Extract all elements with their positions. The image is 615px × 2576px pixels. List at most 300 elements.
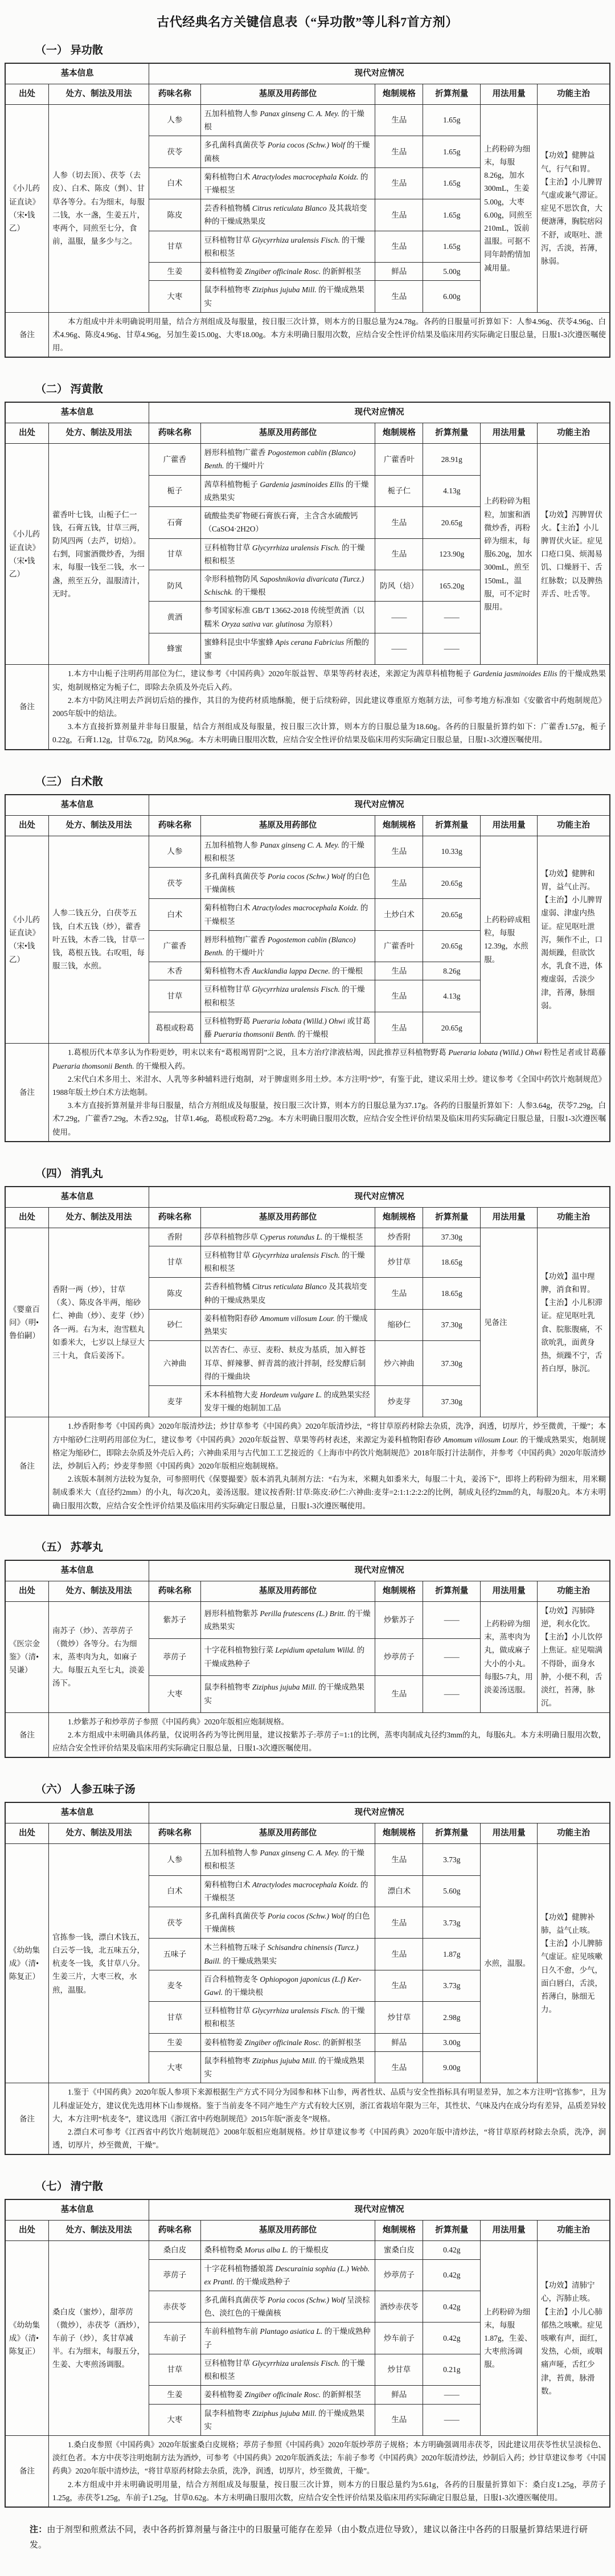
- formula-table: [5, 794, 610, 1142]
- group-header-row: [5, 402, 610, 423]
- column-header: 炮制规格: [375, 423, 423, 444]
- column-header: 处方、制法及用法: [48, 1207, 149, 1228]
- remark-cell: [48, 1044, 610, 1142]
- formula-table: [5, 2199, 610, 2508]
- modern-info-header: 现代对应情况: [149, 1560, 610, 1581]
- basic-info-header: 基本信息: [5, 402, 149, 423]
- remark-paragraph: 2.宋代白术多用土、米泔水、人乳等多种辅料进行炮制，对于脾虚则多用土炒。本方注明“炒”，有鉴于此，建议采用土炒。建议参考《全国中药饮片炮制规范》1988年版土炒白术方法炮制。: [52, 1074, 606, 1097]
- herb-dose-cell: 1.65g: [423, 104, 481, 136]
- herb-spec-cell: 生品: [375, 1012, 423, 1043]
- column-header: 炮制规格: [375, 1581, 423, 1601]
- herb-origin-cell: 豆科植物甘草 Glycyrrhiza uralensis Fisch. 的干燥根和根茎: [200, 2354, 375, 2385]
- page-title: 古代经典名方关键信息表（“异功散”等儿科7首方剂）: [157, 15, 458, 29]
- column-header: 出处: [5, 815, 48, 836]
- herb-origin-cell: 木兰科植物五味子 Schisandra chinensis (Turcz.) Baill. 的干燥成熟果实: [200, 1939, 375, 1970]
- source-cell: 《小儿药证直诀》（宋•钱乙）: [5, 836, 48, 1044]
- herb-origin-cell: 十字花科植物播娘蒿 Descurainia sophia (L.) Webb. ex Prantl. 的干燥成熟种子: [200, 2259, 375, 2291]
- column-header: 功能主治: [538, 1207, 610, 1228]
- section-heading: （三） 白术散: [35, 775, 103, 788]
- herb-dose-cell: 3.73g: [423, 1970, 481, 2001]
- herb-dose-cell: 28.91g: [423, 444, 481, 475]
- herb-name-cell: 大枣: [149, 2051, 200, 2083]
- herb-dose-cell: 20.65g: [423, 507, 481, 538]
- herb-origin-cell: 莎草科植物莎草 Cyperus rotundus L. 的干燥根茎: [200, 1228, 375, 1246]
- herb-name-cell: 栀子: [149, 475, 200, 506]
- herb-name-cell: 甘草: [149, 2354, 200, 2385]
- column-header-row: [5, 84, 610, 104]
- herb-dose-cell: ——: [423, 1675, 481, 1712]
- herb-spec-cell: 炒车前子: [375, 2323, 423, 2354]
- herb-dose-cell: 2.98g: [423, 2002, 481, 2033]
- column-header: 基原及用药部位: [200, 423, 375, 444]
- column-header: 折算剂量: [423, 423, 481, 444]
- herb-row: [5, 1228, 610, 1246]
- remark-cell: [48, 665, 610, 750]
- herb-dose-cell: 20.65g: [423, 1012, 481, 1043]
- herb-name-cell: 紫苏子: [149, 1601, 200, 1638]
- remark-label: 备注: [5, 2435, 48, 2507]
- herb-origin-cell: 鼠李科植物枣 Ziziphus jujuba Mill. 的干燥成熟果实: [200, 281, 375, 312]
- herb-origin-cell: 菊科植物木香 Aucklandia lappa Decne. 的干燥根: [200, 962, 375, 980]
- herb-spec-cell: 漂白术: [375, 1875, 423, 1907]
- herb-dose-cell: 8.26g: [423, 962, 481, 980]
- column-header: 药味名称: [149, 2221, 200, 2241]
- herb-spec-cell: 生品: [375, 231, 423, 262]
- modern-info-header: 现代对应情况: [149, 1187, 610, 1207]
- column-header: 药味名称: [149, 1823, 200, 1844]
- herb-origin-cell: 姜科植物姜 Zingiber officinale Rosc. 的新鲜根茎: [200, 263, 375, 281]
- column-header: 用法用量: [481, 84, 538, 104]
- herb-spec-cell: 炒葶苈子: [375, 1638, 423, 1675]
- formula-table: [5, 402, 610, 750]
- column-header: 功能主治: [538, 84, 610, 104]
- column-header: 处方、制法及用法: [48, 1581, 149, 1601]
- column-header: 炮制规格: [375, 1823, 423, 1844]
- column-header: 药味名称: [149, 1581, 200, 1601]
- herb-dose-cell: 5.60g: [423, 1875, 481, 1907]
- herb-spec-cell: 生品: [375, 1939, 423, 1970]
- herb-dose-cell: ——: [423, 633, 481, 664]
- remark-cell: [48, 2083, 610, 2155]
- herb-name-cell: 茯苓: [149, 136, 200, 167]
- remark-label: 备注: [5, 2083, 48, 2155]
- herb-origin-cell: 姜科植物阳春砂 Amomum villosum Lour. 的干燥成熟果实: [200, 1309, 375, 1340]
- herb-name-cell: 甘草: [149, 980, 200, 1012]
- herb-dose-cell: 123.90g: [423, 538, 481, 570]
- herb-dose-cell: ——: [423, 2386, 481, 2404]
- group-header-row: [5, 1802, 610, 1823]
- herb-name-cell: 麦冬: [149, 1970, 200, 2001]
- herb-name-cell: 人参: [149, 104, 200, 136]
- section-heading: （五） 苏葶丸: [35, 1541, 103, 1553]
- formula-table: [5, 1560, 610, 1758]
- column-header: 炮制规格: [375, 84, 423, 104]
- column-header: 用法用量: [481, 1823, 538, 1844]
- herb-spec-cell: 生品: [375, 1907, 423, 1938]
- herb-spec-cell: 炒香附: [375, 1228, 423, 1246]
- column-header: 炮制规格: [375, 2221, 423, 2241]
- remark-paragraph: 2.漂白术可参考《江西省中药饮片炮制规范》2008年版相应炮制规格。炒甘草建议参考《中国药典》2020年版中清炒法，“将甘草原药材除去杂质，洗净，润透，切厚片，炒至微黄，干燥”。: [52, 2128, 606, 2150]
- remark-cell: [48, 1712, 610, 1757]
- herb-name-cell: 葶苈子: [149, 2259, 200, 2291]
- basic-info-header: 基本信息: [5, 1187, 149, 1207]
- herb-dose-cell: 6.00g: [423, 281, 481, 312]
- herb-dose-cell: 0.42g: [423, 2241, 481, 2259]
- herb-name-cell: 大枣: [149, 2404, 200, 2435]
- remark-paragraph: 3.本方直接折算剂量并非每日服量，结合方剂组成及每服量，按日服三次计算，则本方的日服总量为37.17g。各药的日服量折算如下：人参3.64g，茯苓7.29g，白术7.29g，广藿香7.29g，木香2.92g，甘草1.46g，葛根或粉葛7.29g。本方未明确日服用次数，应结合安全性评价结果及临床用药实际确定日服总量，日服1-3次遵医嘱使用。: [52, 1101, 606, 1136]
- herb-origin-cell: 百合科植物麦冬 Ophiopogon japonicus (L.f) Ker-Gawl. 的干燥块根: [200, 1970, 375, 2001]
- group-header-row: [5, 795, 610, 815]
- column-header: 出处: [5, 423, 48, 444]
- herb-spec-cell: 生品: [375, 104, 423, 136]
- modern-info-header: 现代对应情况: [149, 402, 610, 423]
- column-header: 出处: [5, 1581, 48, 1601]
- herb-origin-cell: 姜科植物姜 Zingiber officinale Rosc. 的新鲜根茎: [200, 2033, 375, 2051]
- remark-row: [5, 2435, 610, 2507]
- herb-dose-cell: 1.87g: [423, 1939, 481, 1970]
- herb-name-cell: 车前子: [149, 2323, 200, 2354]
- herb-spec-cell: 生品: [375, 962, 423, 980]
- herb-name-cell: 生姜: [149, 2033, 200, 2051]
- herb-origin-cell: 硫酸盐类矿物硬石膏族石膏，主含含水硫酸钙（CaSO4·2H2O）: [200, 507, 375, 538]
- herb-origin-cell: 以苦杏仁、赤豆、麦粉、麸皮为基质，加入鲜苍耳草、鲜辣蓼、鲜青蒿的液汁拌制，经发酵后制得的干燥曲块: [200, 1341, 375, 1386]
- remark-paragraph: 2.该版本制剂方法较为复杂，可参照明代《保婴撮要》版本消乳丸制剂方法：“右为末，米糊丸如黍米大，每服二十丸，姜汤下”，即将上药粉碎为细末，用米糊制成黍米大（直径约2mm）的小丸，每次20丸，姜汤送服。建议按香附:甘草:陈皮:砂仁:六神曲:麦芽=2:1:1:2:2:2的比例，制成丸径约2mm的丸，每服20丸。本方未明确日服用次数，应结合安全性评价结果及临床用药实际确定日服总量，日服1-3次遵医嘱使用。: [52, 1475, 606, 1510]
- herb-spec-cell: 生品: [375, 199, 423, 231]
- herb-dose-cell: 3.00g: [423, 2033, 481, 2051]
- source-cell: 《幼幼集成》（清•陈复正）: [5, 1844, 48, 2083]
- herb-spec-cell: 生品: [375, 281, 423, 312]
- column-header: 功能主治: [538, 2221, 610, 2241]
- column-header: 处方、制法及用法: [48, 815, 149, 836]
- remark-cell: [48, 1417, 610, 1515]
- herb-name-cell: 白术: [149, 899, 200, 930]
- herb-origin-cell: 禾本科植物大麦 Hordeum vulgare L. 的成熟果实经发芽干燥的炮制加工品: [200, 1385, 375, 1417]
- herb-name-cell: 砂仁: [149, 1309, 200, 1340]
- remark-paragraph: 1.葛根历代本草多认为作粉更妙，明末以来有“葛根竭胃阴”之说，且本方治疗津液枯竭，因此推荐豆科植物野葛 Pueraria lobata (Willd.) Ohwi 粉性足者或甘葛藤 Pueraria thomsonii Benth. 的干燥根入药。: [52, 1048, 606, 1070]
- group-header-row: [5, 63, 610, 84]
- source-cell: 《小儿药证直诀》（宋•钱乙）: [5, 104, 48, 312]
- remark-row: [5, 665, 610, 750]
- column-header: 用法用量: [481, 2221, 538, 2241]
- function-cell: 【功效】健脾益气，行气和胃。【主治】小儿脾胃气虚或兼气滞证。症见不思饮食，大便溏薄，胸脘痞闷不舒，或呕吐、泄泻，舌淡，苔薄，脉弱。: [538, 104, 610, 312]
- herb-dose-cell: 5.00g: [423, 263, 481, 281]
- herb-origin-cell: 菊科植物白术 Atractylodes macrocephala Koidz. 的干燥根茎: [200, 1875, 375, 1907]
- herb-dose-cell: 37.30g: [423, 1309, 481, 1340]
- herb-dose-cell: 10.33g: [423, 836, 481, 867]
- usage-cell: 上药粉碎为细末，蒸枣肉为丸，做成麻子大小的小丸。每服5-7丸，用淡姜汤送服。: [481, 1601, 538, 1712]
- prescription-cell: 南苏子（炒）、苦葶苈子（微炒）各等分。右为细末，蒸枣肉为丸，如麻子大。每服五丸至七丸，淡姜汤下。: [48, 1601, 149, 1712]
- column-header: 用法用量: [481, 1207, 538, 1228]
- herb-origin-cell: 豆科植物甘草 Glycyrrhiza uralensis Fisch. 的干燥根和根茎: [200, 231, 375, 262]
- herb-name-cell: 防风: [149, 570, 200, 602]
- herb-origin-cell: 桑科植物桑 Morus alba L. 的干燥根皮: [200, 2241, 375, 2259]
- herb-origin-cell: 十字花科植物独行菜 Lepidium apetalum Willd. 的干燥成熟种子: [200, 1638, 375, 1675]
- herb-name-cell: 茯苓: [149, 1907, 200, 1938]
- herb-name-cell: 石膏: [149, 507, 200, 538]
- column-header: 折算剂量: [423, 1207, 481, 1228]
- group-header-row: [5, 1560, 610, 1581]
- column-header: 处方、制法及用法: [48, 423, 149, 444]
- column-header: 处方、制法及用法: [48, 2221, 149, 2241]
- herb-name-cell: 广藿香: [149, 444, 200, 475]
- herb-name-cell: 五味子: [149, 1939, 200, 1970]
- column-header: 炮制规格: [375, 1207, 423, 1228]
- herb-name-cell: 甘草: [149, 538, 200, 570]
- herb-spec-cell: 炒甘草: [375, 1246, 423, 1277]
- herb-origin-cell: 豆科植物甘草 Glycyrrhiza uralensis Fisch. 的干燥根和根茎: [200, 2002, 375, 2033]
- herb-dose-cell: ——: [423, 1601, 481, 1638]
- herb-dose-cell: 9.00g: [423, 2051, 481, 2083]
- herb-origin-cell: 姜科植物姜 Zingiber officinale Rosc. 的新鲜根茎: [200, 2386, 375, 2404]
- column-header-row: [5, 815, 610, 836]
- herb-origin-cell: 豆科植物甘草 Glycyrrhiza uralensis Fisch. 的干燥根和根茎: [200, 538, 375, 570]
- column-header: 用法用量: [481, 815, 538, 836]
- remark-paragraph: 1.鉴于《中国药典》2020年版人参项下来源根据生产方式不同分为园参和林下山参，两者性状、品质与安全性指标具有明显差异，加之本方注明“官拣参”，且为儿科虚证处方，建议优先选用林下山参规格。鉴于当前麦冬不同产地生产方式有较大区别，浙江省栽培年限为三年，其性状、气味及内在成分均有差异，品质差异较大，本方注明“杭麦冬”，建议选用《浙江省中药炮制规范》2015年版“浙麦冬”规格。: [52, 2088, 606, 2123]
- herb-dose-cell: 37.30g: [423, 1341, 481, 1386]
- basic-info-header: 基本信息: [5, 1560, 149, 1581]
- herb-spec-cell: 生品: [375, 167, 423, 199]
- column-header: 功能主治: [538, 815, 610, 836]
- herb-spec-cell: 生品: [375, 538, 423, 570]
- herb-name-cell: 大枣: [149, 1675, 200, 1712]
- column-header: 折算剂量: [423, 1823, 481, 1844]
- herb-origin-cell: 菊科植物白术 Atractylodes macrocephala Koidz. 的干燥根茎: [200, 899, 375, 930]
- prescription-cell: 人参二钱五分，白茯苓五钱，白术五钱（炒），藿香叶五钱，木香二钱，甘草一钱，葛根五钱。右㕮咀，每服三钱，水煎。: [48, 836, 149, 1044]
- section-heading: （二） 泻黄散: [35, 383, 103, 396]
- herb-name-cell: 茯苓: [149, 867, 200, 898]
- remark-cell: [48, 312, 610, 357]
- remark-paragraph: 3.本方直接折算剂量并非每日服量，结合方剂组成及每服量，按日服三次计算，则本方的日服总量为18.60g。各药的日服量折算约如下：广藿香1.57g，栀子0.22g，石膏1.12g，甘草6.72g，防风8.96g。本方未明确日服用次数，应结合安全性评价结果及临床用药实际确定日服总量，日服1-3次遵医嘱使用。: [52, 722, 606, 745]
- column-header: 用法用量: [481, 423, 538, 444]
- herb-name-cell: 葛根或粉葛: [149, 1012, 200, 1043]
- herb-spec-cell: 生品: [375, 1970, 423, 2001]
- herb-dose-cell: 18.65g: [423, 1278, 481, 1309]
- remark-label: 备注: [5, 1712, 48, 1757]
- herb-origin-cell: 唇形科植物广藿香 Pogostemon cablin (Blanco) Benth. 的干燥叶片: [200, 444, 375, 475]
- herb-name-cell: 黄酒: [149, 602, 200, 633]
- herb-origin-cell: 伞形科植物防风 Saposhnikovia divaricata (Turcz.) Schischk. 的干燥根: [200, 570, 375, 602]
- remark-paragraph: 1.桑白皮参照《中国药典》2020年版蜜桑白皮规格；葶苈子参照《中国药典》2020年版炒葶苈子规格；本方明确强调用赤茯苓，因此建议用茯苓性状呈淡棕色、淡红色者。本方中茯苓注明炮制方法为酒炒，可参考《中国药典》2020年版酒炙法；车前子参考《中国药典》2020年版清炒法，炒制后入药；炒甘草建议参考《中国药典》2020年版中清炒法，“将甘草原药材除去杂质，洗净，润透，切厚片，炒至微黄，干燥”。: [52, 2440, 606, 2476]
- herb-dose-cell: 165.20g: [423, 570, 481, 602]
- remark-label: 备注: [5, 1417, 48, 1515]
- herb-row: [5, 1601, 610, 1638]
- source-cell: 《小儿药证直诀》（宋•钱乙）: [5, 444, 48, 665]
- column-header-row: [5, 2221, 610, 2241]
- sections-container: [5, 42, 610, 2508]
- function-cell: 【功效】清肺宁心，泻肺止咳。【主治】小儿心肺郁热之咳嗽。症见咳嗽有声，面红，发热，心烦，或咽痛声哑，舌红少津，苔黄，脉滑数。: [538, 2241, 610, 2436]
- usage-cell: 水煎，温服。: [481, 1844, 538, 2083]
- herb-dose-cell: 0.42g: [423, 2323, 481, 2354]
- usage-cell: 上药粉碎为粗粒，加蜜和酒微炒香，再粉碎为细末，每服6.20g，加水300mL，煎至150mL，温服，可不定时服用。: [481, 444, 538, 665]
- herb-row: [5, 836, 610, 867]
- remark-paragraph: 1.本方中山栀子注明药用部位为仁，建议参考《中国药典》2020年版益智、草果等药材表述，来源定为茜草科植物栀子 Gardenia jasminoides Ellis 的干燥成熟果实，炮制规格定为栀子仁，即除去杂质及外壳后入药。: [52, 669, 606, 692]
- herb-dose-cell: 1.65g: [423, 231, 481, 262]
- herb-origin-cell: 茜草科植物栀子 Gardenia jasminoides Ellis 的干燥成熟果实: [200, 475, 375, 506]
- herb-dose-cell: 4.13g: [423, 475, 481, 506]
- function-cell: 【功效】泻脾胃伏火。【主治】小儿脾胃伏火证。症见口疮口臭、烦渴易饥、口燥唇干、舌红脉数；以及脾热弄舌、吐舌等。: [538, 444, 610, 665]
- herb-name-cell: 蜂蜜: [149, 633, 200, 664]
- herb-name-cell: 人参: [149, 836, 200, 867]
- column-header: 折算剂量: [423, 84, 481, 104]
- herb-origin-cell: 芸香科植物橘 Citrus reticulata Blanco 及其栽培变种的干燥成熟果皮: [200, 199, 375, 231]
- herb-origin-cell: 五加科植物人参 Panax ginseng C. A. Mey. 的干燥根: [200, 104, 375, 136]
- herb-spec-cell: 鲜品: [375, 2033, 423, 2051]
- herb-name-cell: 陈皮: [149, 1278, 200, 1309]
- column-header-row: [5, 423, 610, 444]
- basic-info-header: 基本信息: [5, 1802, 149, 1823]
- herb-dose-cell: 20.65g: [423, 899, 481, 930]
- column-header: 处方、制法及用法: [48, 84, 149, 104]
- prescription-cell: 桑白皮（蜜炒），甜葶苈（微炒），赤茯苓（酒炒），车前子（炒），炙甘草减半。右为细末，每服五分，生姜、大枣煎汤调服。: [48, 2241, 149, 2436]
- column-header: 药味名称: [149, 815, 200, 836]
- footnote-text: 由于剂型和煎煮法不同，表中各药折算剂量与备注中的日服量可能存在差异（由小数点进位导致），建议以备注中各药的日服量折算结果进行研发。: [30, 2525, 588, 2550]
- remark-paragraph: 1.炒香附参考《中国药典》2020年版清炒法；炒甘草参考《中国药典》2020年版清炒法，“将甘草原药材除去杂质，洗净，润透，切厚片，炒至微黄，干燥”；本方中缩砂仁注明药用部位为仁，建议参考《中国药典》2020年版益智、草果等药材表述，来源定为姜科植物阳春砂 Amomum villosum Lour. 的干燥成熟果实，炮制规格定为缩砂仁，即除去杂质及外壳后入药；六神曲采用与古代加工工艺接近的《上海市中药饮片炮制规范》2018年版打汁法制作，并参考《中国药典》2020年版清炒法，炒制后入药；炒麦芽参照《中国药典》2020年版相应炮制规格。: [52, 1422, 606, 1471]
- herb-origin-cell: 多孔菌科真菌茯苓 Poria cocos (Schw.) Wolf 的干燥菌核: [200, 136, 375, 167]
- herb-dose-cell: 1.65g: [423, 136, 481, 167]
- herb-spec-cell: 栀子仁: [375, 475, 423, 506]
- herb-row: [5, 1844, 610, 1875]
- column-header: 折算剂量: [423, 815, 481, 836]
- herb-spec-cell: 炒麦芽: [375, 1385, 423, 1417]
- herb-spec-cell: 生品: [375, 836, 423, 867]
- remark-row: [5, 1417, 610, 1515]
- usage-cell: 上药粉碎为细末，每服8.26g，加水300mL，生姜5.00g，大枣6.00g，同煎至210mL，饭前温服。可据不同年龄酌情加减用量。: [481, 104, 538, 312]
- prescription-cell: 香附一两（炒），甘草（炙）、陈皮各半两，缩砂仁、神曲（炒）、麦芽（炒）各一两。右为末，泡雪糕丸如黍米大，七岁以上绿豆大三十丸，食后姜汤下。: [48, 1228, 149, 1417]
- herb-origin-cell: 菊科植物白术 Atractylodes macrocephala Koidz. 的干燥根茎: [200, 167, 375, 199]
- herb-spec-cell: 炒六神曲: [375, 1341, 423, 1386]
- modern-info-header: 现代对应情况: [149, 1802, 610, 1823]
- herb-name-cell: 甘草: [149, 2002, 200, 2033]
- column-header: 基原及用药部位: [200, 1581, 375, 1601]
- footnote: [30, 2522, 588, 2553]
- herb-name-cell: 香附: [149, 1228, 200, 1246]
- herb-dose-cell: 0.42g: [423, 2291, 481, 2322]
- herb-dose-cell: 1.65g: [423, 167, 481, 199]
- remark-label: 备注: [5, 312, 48, 357]
- usage-cell: 上药粉碎成粗粒，每服12.39g，水煎服。: [481, 836, 538, 1044]
- function-cell: 【功效】健脾和胃，益气止泻。【主治】小儿脾胃虚弱、津虚内热证。症见呕吐泄泻，频作不止，口渴烦躁，但欲饮水，乳食不进，体瘦虚弱，舌淡少津，苔薄，脉细弱。: [538, 836, 610, 1044]
- herb-name-cell: 广藿香: [149, 930, 200, 962]
- column-header: 基原及用药部位: [200, 815, 375, 836]
- section-heading: （六） 人参五味子汤: [35, 1784, 136, 1796]
- column-header: 基原及用药部位: [200, 1823, 375, 1844]
- herb-dose-cell: 1.65g: [423, 199, 481, 231]
- herb-spec-cell: 炒葶苈子: [375, 2259, 423, 2291]
- source-cell: 《医宗金鉴》（清•吴谦）: [5, 1601, 48, 1712]
- section-heading: （一） 异功散: [35, 44, 103, 56]
- herb-row: [5, 104, 610, 136]
- herb-spec-cell: 生品: [375, 1278, 423, 1309]
- herb-name-cell: 葶苈子: [149, 1638, 200, 1675]
- remark-row: [5, 312, 610, 357]
- column-header: 出处: [5, 1823, 48, 1844]
- herb-name-cell: 人参: [149, 1844, 200, 1875]
- herb-name-cell: 六神曲: [149, 1341, 200, 1386]
- herb-origin-cell: 鼠李科植物枣 Ziziphus jujuba Mill. 的干燥成熟果实: [200, 2051, 375, 2083]
- prescription-cell: 官拣参一钱，漂白术钱五，白云苓一钱，北五味五分，杭麦冬一钱，炙甘草八分。生姜三片，大枣三枚，水煎，温服。: [48, 1844, 149, 2083]
- column-header: 炮制规格: [375, 815, 423, 836]
- formula-table: [5, 1186, 610, 1516]
- herb-origin-cell: 五加科植物人参 Panax ginseng C. A. Mey. 的干燥根和根茎: [200, 836, 375, 867]
- herb-origin-cell: 豆科植物野葛 Pueraria lobata (Willd.) Ohwi 或甘葛藤 Pueraria thomsonii Benth. 的干燥根: [200, 1012, 375, 1043]
- herb-row: [5, 2241, 610, 2259]
- herb-origin-cell: 车前科植物车前 Plantago asiatica L. 的干燥成熟种子: [200, 2323, 375, 2354]
- herb-origin-cell: 鼠李科植物枣 Ziziphus jujuba Mill. 的干燥成熟果实: [200, 1675, 375, 1712]
- herb-name-cell: 木香: [149, 962, 200, 980]
- herb-dose-cell: 3.73g: [423, 1844, 481, 1875]
- herb-name-cell: 桑白皮: [149, 2241, 200, 2259]
- herb-spec-cell: 炒紫苏子: [375, 1601, 423, 1638]
- herb-name-cell: 甘草: [149, 231, 200, 262]
- herb-name-cell: 麦芽: [149, 1385, 200, 1417]
- footnote-label: 注：: [30, 2525, 47, 2535]
- remark-label: 备注: [5, 1044, 48, 1142]
- herb-origin-cell: 鼠李科植物枣 Ziziphus jujuba Mill. 的干燥成熟果实: [200, 2404, 375, 2435]
- column-header: 出处: [5, 84, 48, 104]
- remark-paragraph: 2.本方中防风注明去芦润切后焙的操作，其目的为使药材质地酥脆，便于后续粉碎，因此建议尊重原方炮制方法，可参考地方标准如《安徽省中药炮制规范》2005年版中的焙法。: [52, 696, 606, 718]
- remark-row: [5, 2083, 610, 2155]
- herb-row: [5, 444, 610, 475]
- modern-info-header: 现代对应情况: [149, 795, 610, 815]
- column-header: 基原及用药部位: [200, 84, 375, 104]
- herb-origin-cell: 唇形科植物广藿香 Pogostemon cablin (Blanco) Benth. 的干燥叶片: [200, 930, 375, 962]
- column-header: 基原及用药部位: [200, 2221, 375, 2241]
- basic-info-header: 基本信息: [5, 795, 149, 815]
- remark-row: [5, 1044, 610, 1142]
- section-heading: （四） 消乳丸: [35, 1167, 103, 1180]
- basic-info-header: 基本信息: [5, 2199, 149, 2220]
- herb-dose-cell: 0.21g: [423, 2354, 481, 2385]
- column-header: 药味名称: [149, 423, 200, 444]
- herb-spec-cell: 缩砂仁: [375, 1309, 423, 1340]
- column-header: 功能主治: [538, 423, 610, 444]
- herb-origin-cell: 多孔菌科真菌茯苓 Poria cocos (Schw.) Wolf 的白色干燥菌核: [200, 867, 375, 898]
- column-header: 功能主治: [538, 1823, 610, 1844]
- herb-name-cell: 生姜: [149, 2386, 200, 2404]
- herb-spec-cell: 鲜品: [375, 263, 423, 281]
- section-heading: （七） 清宁散: [35, 2181, 103, 2193]
- group-header-row: [5, 1187, 610, 1207]
- column-header: 用法用量: [481, 1581, 538, 1601]
- source-cell: 《婴童百问》（明•鲁伯嗣）: [5, 1228, 48, 1417]
- herb-origin-cell: 豆科植物甘草 Glycyrrhiza uralensis Fisch. 的干燥根和根茎: [200, 980, 375, 1012]
- herb-origin-cell: 参考国家标准 GB/T 13662-2018 传统型黄酒（以糯米 Oryza sativa var. glutinosa 为原料）: [200, 602, 375, 633]
- column-header: 折算剂量: [423, 2221, 481, 2241]
- herb-spec-cell: 生品: [375, 867, 423, 898]
- herb-spec-cell: 生品: [375, 2051, 423, 2083]
- group-header-row: [5, 2199, 610, 2220]
- herb-dose-cell: 37.30g: [423, 1385, 481, 1417]
- herb-name-cell: 白术: [149, 1875, 200, 1907]
- formula-table: [5, 63, 610, 358]
- herb-spec-cell: ——: [375, 633, 423, 664]
- remark-paragraph: 本方组成中并未明确说明用量，结合方剂组成及每服量，按日服三次计算，则本方的日服总量为24.78g。各药的日服量可折算如下：人参4.96g、茯苓4.96g、白术4.96g、陈皮4.96g、甘草4.96g，另加生姜15.00g、大枣18.00g。本方未明确日服用次数，应结合安全性评价结果及临床用药实际确定日服总量，日服1-3次遵医嘱使用。: [52, 317, 606, 353]
- usage-cell: 上药粉碎为细末，每服1.87g，生姜、大枣煎汤调服。: [481, 2241, 538, 2436]
- herb-dose-cell: 20.65g: [423, 867, 481, 898]
- herb-origin-cell: 芸香科植物橘 Citrus reticulata Blanco 及其栽培变种的干燥成熟果皮: [200, 1278, 375, 1309]
- prescription-cell: 人参（切去顶）、茯苓（去皮）、白术、陈皮（剉）、甘草各等分。右为细末，每服二钱，水一盏，生姜五片，枣两个，同煎至七分，食前，温服，量多少与之。: [48, 104, 149, 312]
- modern-info-header: 现代对应情况: [149, 63, 610, 84]
- herb-spec-cell: 生品: [375, 1844, 423, 1875]
- herb-spec-cell: 广藿香叶: [375, 444, 423, 475]
- herb-spec-cell: 蜜桑白皮: [375, 2241, 423, 2259]
- herb-name-cell: 生姜: [149, 263, 200, 281]
- function-cell: 【功效】泻肺降逆，利水化饮。【主治】小儿饮停上焦证。症见喘满不得卧，面身水肿，小便不利，舌淡红，苔薄，脉沉。: [538, 1601, 610, 1712]
- column-header: 折算剂量: [423, 1581, 481, 1601]
- herb-dose-cell: ——: [423, 602, 481, 633]
- herb-name-cell: 赤茯苓: [149, 2291, 200, 2322]
- prescription-cell: 藿香叶七钱，山栀子仁一钱，石膏五钱，甘草三两，防风四两（去芦，切焙）。右剉，同蜜酒微炒香，为细末，每服一钱至二钱，水一盏，煎至五分，温服清汁，无时。: [48, 444, 149, 665]
